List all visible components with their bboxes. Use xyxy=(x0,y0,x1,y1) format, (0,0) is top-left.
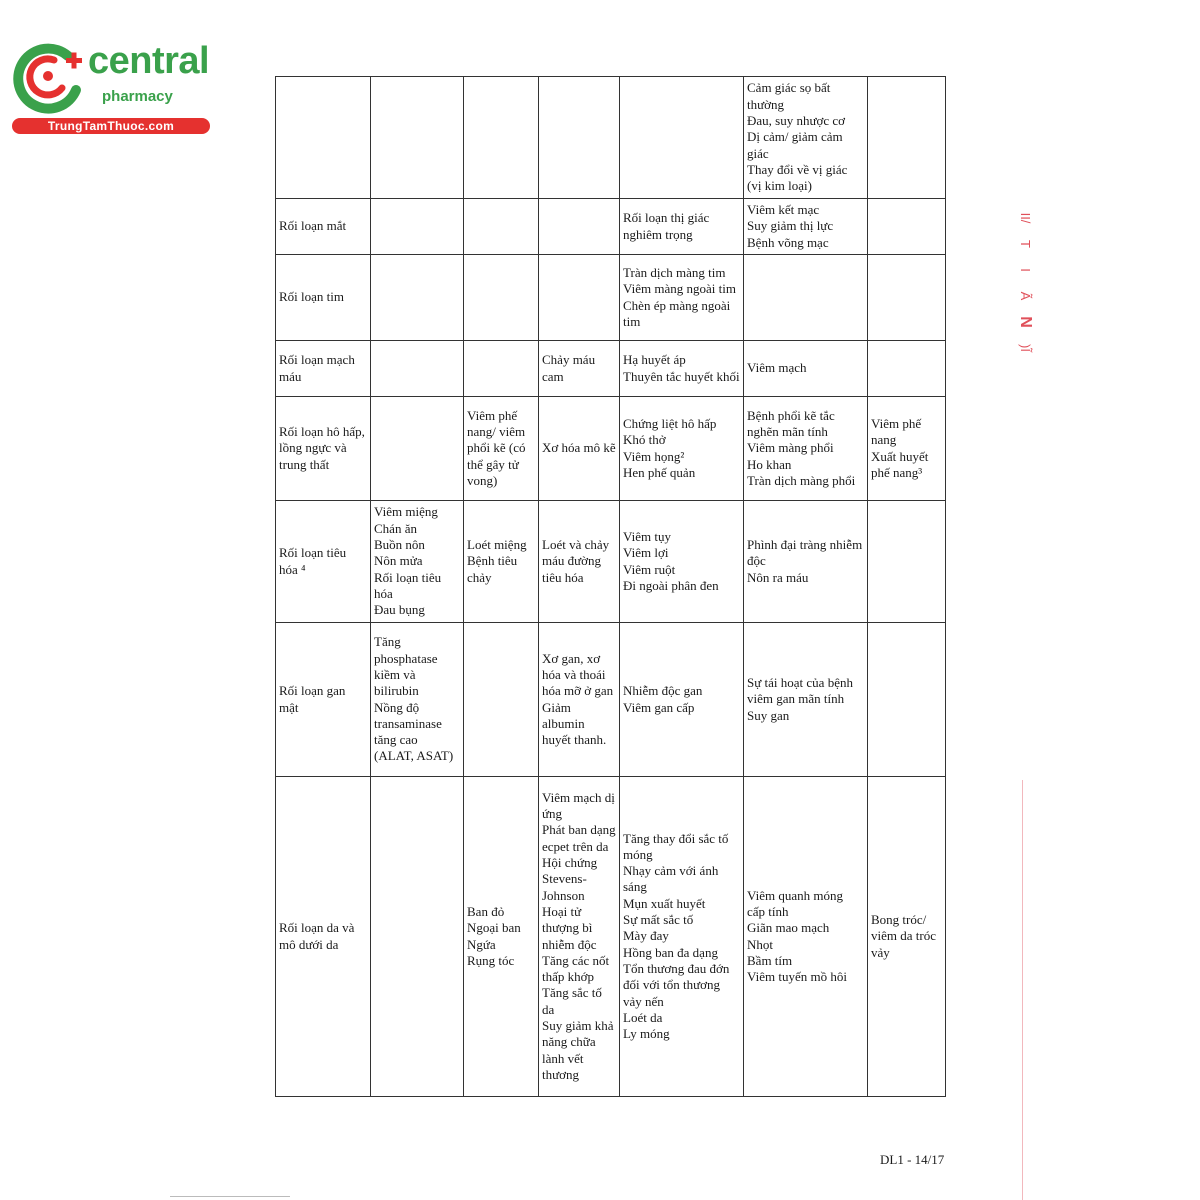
cell-text: Ngứa xyxy=(467,936,496,952)
frequency-cell xyxy=(868,397,946,501)
frequency-cell xyxy=(464,77,539,199)
organ-class-cell xyxy=(276,397,371,501)
frequency-cell xyxy=(744,341,868,397)
frequency-cell xyxy=(744,77,868,199)
cell-text: Mụn xuất huyết xyxy=(623,895,706,911)
cell-text: Tăng các nốt thấp khớp xyxy=(542,952,610,985)
frequency-cell xyxy=(868,623,946,777)
frequency-cell xyxy=(620,777,744,1097)
cell-text: Nhạy cảm với ánh sáng xyxy=(623,863,719,895)
frequency-cell xyxy=(371,397,464,501)
cell-text: Bệnh phổi kẽ tắc nghẽn mãn tính xyxy=(747,407,835,440)
cell-text: Bong tróc/ viêm da tróc vảy xyxy=(871,912,936,960)
table-row xyxy=(276,77,946,199)
cell-text: Xơ gan, xơ hóa và thoái hóa mỡ ở gan xyxy=(542,650,614,699)
frequency-cell xyxy=(539,341,620,397)
cell-text: Viêm họng² xyxy=(623,448,685,464)
cell-text: Rối loạn thị giác nghiêm trọng xyxy=(623,210,710,242)
frequency-cell xyxy=(868,199,946,255)
frequency-cell xyxy=(464,501,539,623)
cell-text: Rối loạn mắt xyxy=(279,218,347,234)
cell-text: Viêm ruột xyxy=(623,561,676,577)
cell-text: Nhiễm độc gan xyxy=(623,683,703,699)
cell-text: Rối loạn tiêu hóa ⁴ xyxy=(279,545,347,577)
table-row xyxy=(276,199,946,255)
cell-text: Nồng độ transaminase tăng cao (ALAT, ASAT) xyxy=(374,699,454,764)
cell-text: Sự mất sắc tố xyxy=(623,912,694,928)
organ-class-cell xyxy=(276,199,371,255)
cell-text: Tăng phosphatase kiềm và bilirubin xyxy=(374,634,438,699)
logo-brand-name: central xyxy=(88,40,210,82)
cell-text: Buồn nôn xyxy=(374,537,425,553)
cell-text: Viêm kết mạc xyxy=(747,202,820,218)
cell-text: Hội chứng Stevens-Johnson xyxy=(542,855,598,903)
pharmacy-cross-icon xyxy=(10,38,90,116)
central-pharmacy-logo xyxy=(10,38,215,138)
frequency-cell xyxy=(620,397,744,501)
frequency-cell xyxy=(371,501,464,623)
cell-text: Tràn dịch màng tim xyxy=(623,264,726,280)
frequency-cell xyxy=(539,199,620,255)
cell-text: Viêm mạch xyxy=(747,360,807,376)
frequency-cell xyxy=(620,77,744,199)
margin-line xyxy=(1022,780,1023,1200)
cell-text: Cảm giác sọ bất thường xyxy=(747,80,831,112)
organ-class-cell xyxy=(276,255,371,341)
cell-text: Phình đại tràng nhiễm độc xyxy=(747,537,863,569)
cell-text: Rối loạn tim xyxy=(279,289,344,305)
bottom-rule xyxy=(170,1196,290,1197)
frequency-cell xyxy=(744,397,868,501)
cell-text: Tăng thay đổi sắc tố móng xyxy=(623,830,729,862)
frequency-cell xyxy=(539,777,620,1097)
table-row xyxy=(276,255,946,341)
frequency-cell xyxy=(464,199,539,255)
frequency-cell xyxy=(539,77,620,199)
frequency-cell xyxy=(371,255,464,341)
frequency-cell xyxy=(620,255,744,341)
frequency-cell xyxy=(371,341,464,397)
cell-text: Rối loạn da và mô dưới da xyxy=(279,920,355,952)
cell-text: Mày đay xyxy=(623,928,669,944)
cell-text: Hen phế quản xyxy=(623,464,696,480)
frequency-cell xyxy=(371,623,464,777)
cell-text: Loét và chảy máu đường tiêu hóa xyxy=(542,537,610,585)
cell-text: Bệnh võng mạc xyxy=(747,234,829,250)
cell-text: Viêm tụy xyxy=(623,528,671,544)
frequency-cell xyxy=(371,77,464,199)
cell-text: Thuyên tắc huyết khối xyxy=(623,368,740,384)
frequency-cell xyxy=(464,777,539,1097)
frequency-cell xyxy=(464,341,539,397)
frequency-cell xyxy=(744,623,868,777)
cell-text: Giảm albumin huyết thanh. xyxy=(542,699,607,748)
cell-text: Loét miệng xyxy=(467,537,527,553)
cell-text: Sự tái hoạt của bệnh viêm gan mãn tính xyxy=(747,675,853,707)
cell-text: Phát ban dạng ecpet trên da xyxy=(542,822,616,854)
frequency-cell xyxy=(620,623,744,777)
cell-text: Viêm phế nang xyxy=(871,415,922,448)
cell-text: Hồng ban đa dạng xyxy=(623,944,718,960)
frequency-cell xyxy=(539,501,620,623)
frequency-cell xyxy=(539,255,620,341)
frequency-cell xyxy=(868,501,946,623)
cell-text: Hoại tử thượng bì nhiễm độc xyxy=(542,903,597,952)
page-number: DL1 - 14/17 xyxy=(880,1152,945,1167)
frequency-cell xyxy=(464,397,539,501)
cell-text: Viêm quanh móng cấp tính xyxy=(747,887,843,919)
table-row xyxy=(276,501,946,623)
frequency-cell xyxy=(868,777,946,1097)
cell-text: Rối loạn gan mật xyxy=(279,683,346,715)
cell-text: Viêm miệng xyxy=(374,504,438,520)
cell-text: Chứng liệt hô hấp xyxy=(623,415,717,431)
cell-text: Tràn dịch màng phổi xyxy=(747,472,856,488)
frequency-cell xyxy=(464,255,539,341)
frequency-cell xyxy=(464,623,539,777)
cell-text: Viêm màng ngoài tim xyxy=(623,281,736,297)
cell-text: Giãn mao mạch xyxy=(747,920,830,936)
cell-text: Nôn mửa xyxy=(374,553,423,569)
organ-class-cell xyxy=(276,501,371,623)
red-stamp-mark: II/ T I Ã N )Ĩ xyxy=(1017,212,1034,352)
cell-text: Chèn ép màng ngoài tim xyxy=(623,297,731,329)
frequency-cell xyxy=(744,501,868,623)
organ-class-cell xyxy=(276,341,371,397)
cell-text: Viêm màng phổi xyxy=(747,440,834,456)
cell-text: Suy gan xyxy=(747,707,790,723)
frequency-cell xyxy=(539,623,620,777)
organ-class-cell xyxy=(276,77,371,199)
cell-text: Chảy máu cam xyxy=(542,352,596,384)
cell-text: Đau bụng xyxy=(374,602,425,618)
cell-text: Viêm tuyến mồ hôi xyxy=(747,969,847,985)
cell-text: Rối loạn hô hấp, lồng ngực và trung thất xyxy=(279,424,365,472)
cell-text: Suy giảm thị lực xyxy=(747,218,834,234)
logo-website: TrungTamThuoc.com xyxy=(12,118,210,134)
frequency-cell xyxy=(744,777,868,1097)
cell-text: Bầm tím xyxy=(747,952,793,968)
frequency-cell xyxy=(620,341,744,397)
frequency-cell xyxy=(744,199,868,255)
cell-text: Tổn thương đau đớn đối với tổn thương vảy nến xyxy=(623,960,730,1009)
cell-text: Viêm gan cấp xyxy=(623,699,695,715)
cell-text: Hạ huyết áp xyxy=(623,352,686,368)
cell-text: Ban đỏ xyxy=(467,903,505,919)
cell-text: Bệnh tiêu chảy xyxy=(467,553,518,585)
cell-text: Rối loạn mạch máu xyxy=(279,352,355,384)
frequency-cell xyxy=(868,77,946,199)
frequency-cell xyxy=(620,501,744,623)
cell-text: Thay đổi về vị giác (vị kim loại) xyxy=(747,161,848,194)
cell-text: Chán ăn xyxy=(374,520,417,536)
cell-text: Nhọt xyxy=(747,936,773,952)
table-row xyxy=(276,777,946,1097)
cell-text: Xơ hóa mô kẽ xyxy=(542,440,616,456)
frequency-cell xyxy=(539,397,620,501)
frequency-cell xyxy=(371,777,464,1097)
frequency-cell xyxy=(744,255,868,341)
cell-text: Viêm lợi xyxy=(623,545,669,561)
cell-text: Đi ngoài phân đen xyxy=(623,577,719,593)
table-row xyxy=(276,397,946,501)
cell-text: Suy giảm khả năng chữa lành vết thương xyxy=(542,1017,614,1082)
cell-text: Xuất huyết phế nang³ xyxy=(871,448,929,480)
table-row xyxy=(276,341,946,397)
cell-text: Rụng tóc xyxy=(467,952,515,968)
cell-text: Tăng sắc tố da xyxy=(542,985,602,1017)
cell-text: Đau, suy nhược cơ xyxy=(747,113,846,129)
frequency-cell xyxy=(868,255,946,341)
frequency-cell xyxy=(371,199,464,255)
cell-text: Rối loạn tiêu hóa xyxy=(374,569,442,601)
cell-text: Viêm phế nang/ viêm phổi kẽ (có thể gây tử vong) xyxy=(467,407,526,488)
adverse-effects-table xyxy=(275,76,945,1097)
logo-brand-sub: pharmacy xyxy=(102,88,173,105)
cell-text: Khó thở xyxy=(623,432,666,448)
cell-text: Ngoại ban xyxy=(467,920,521,936)
cell-text: Dị cảm/ giảm cảm giác xyxy=(747,129,843,161)
cell-text: Ly móng xyxy=(623,1026,670,1042)
cell-text: Viêm mạch dị ứng xyxy=(542,789,615,822)
table-row xyxy=(276,623,946,777)
organ-class-cell xyxy=(276,623,371,777)
organ-class-cell xyxy=(276,777,371,1097)
frequency-cell xyxy=(868,341,946,397)
cell-text: Loét da xyxy=(623,1009,663,1025)
frequency-cell xyxy=(620,199,744,255)
cell-text: Nôn ra máu xyxy=(747,569,809,585)
cell-text: Ho khan xyxy=(747,456,792,472)
